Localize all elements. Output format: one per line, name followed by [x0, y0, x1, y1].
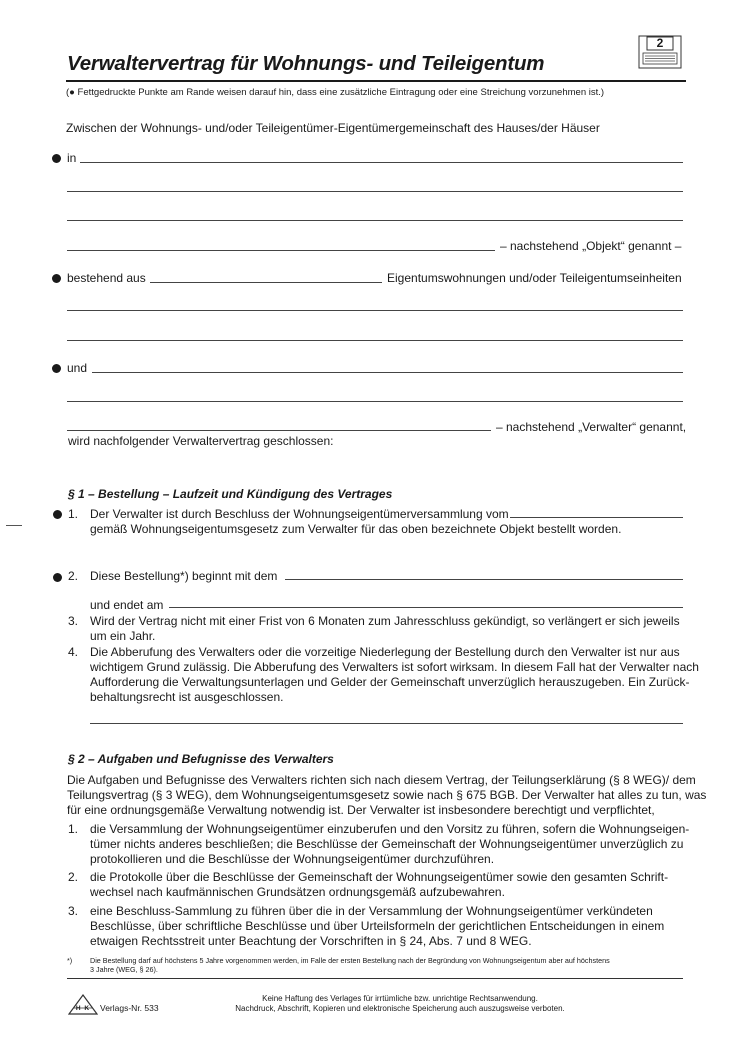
s1-item4-line3: Aufforderung die Verwaltungsunterlagen und Gelder der Gemeinschaft unverzüglich herauszugeben. Ein Zurück- [90, 675, 690, 689]
publisher-number: Verlags-Nr. 533 [100, 1003, 159, 1013]
footnote-line2: 3 Jahre (WEG, § 26). [90, 965, 158, 974]
publisher-logo [68, 994, 98, 1016]
intro-text: Zwischen der Wohnungs- und/oder Teileigentümer-Eigentümergemeinschaft des Hauses/der Häuser [66, 121, 600, 135]
page-number-box [638, 35, 682, 69]
label-bestehend: bestehend aus [67, 271, 146, 285]
s2-item2-line2: wechsel nach kaufmännischen Grundsätzen ordnungsgemäß aufzubewahren. [90, 885, 505, 899]
footnote-line1: Die Bestellung darf auf höchstens 5 Jahre vorgenommen werden, im Falle der ersten Bestellung nach der Begründung von Wohnungseigentum aber auf höchstens [90, 956, 610, 965]
footer-rule [67, 978, 683, 979]
section-2-heading: § 2 – Aufgaben und Befugnisse des Verwalters [68, 752, 334, 766]
fill-line-end-date[interactable] [169, 607, 683, 608]
document-title: Verwaltervertrag für Wohnungs- und Teileigentum [67, 52, 545, 75]
disclaimer-line2: Nachdruck, Abschrift, Kopieren und elektronische Speicherung auch auszugsweise verboten. [235, 1004, 565, 1013]
fill-marker-dot [53, 510, 62, 519]
fill-line-unit-count[interactable] [150, 282, 382, 283]
s1-item4-number: 4. [68, 645, 79, 659]
s2-item1-line3: protokollieren und die Beschlüsse der Wohnungseigentümer durchzuführen. [90, 852, 495, 866]
fill-line-start-date[interactable] [285, 579, 683, 580]
s2-item2-line1: die Protokolle über die Beschlüsse der Gemeinschaft der Wohnungseigentümer sowie den gesamten Schrift- [90, 870, 669, 884]
s1-item1-line2: gemäß Wohnungseigentumsgesetz zum Verwalter für das oben bezeichnete Objekt bestellt worden. [90, 522, 622, 536]
fill-line-administrator-2[interactable] [67, 401, 683, 402]
verwalter-suffix: – nachstehend „Verwalter“ genannt, [496, 420, 687, 434]
fill-line-location-3[interactable] [67, 220, 683, 221]
s2-item3-line1: eine Beschluss-Sammlung zu führen über die in der Versammlung der Wohnungseigentümer verkündeten [90, 904, 653, 918]
fill-line-additional-terms[interactable] [90, 723, 683, 724]
margin-fold-mark [6, 525, 22, 526]
fill-line-administrator[interactable] [92, 372, 683, 373]
publisher-logo-text: H K [75, 1005, 91, 1012]
fill-line-meeting-date[interactable] [510, 517, 683, 518]
fill-line-location-4[interactable] [67, 250, 495, 251]
fill-marker-dot [52, 154, 61, 163]
fill-marker-dot [52, 364, 61, 373]
s2-intro-line1: Die Aufgaben und Befugnisse des Verwalters richten sich nach diesem Vertrag, der Teilungserklärung (§ 8 WEG)/ dem [67, 773, 696, 787]
objekt-suffix: – nachstehend „Objekt“ genannt – [500, 239, 682, 253]
marker-note: (● Fettgedruckte Punkte am Rande weisen darauf hin, dass eine zusätzliche Eintragung oder eine Streichung vorzunehmen ist.) [66, 87, 605, 98]
disclaimer-line1: Keine Haftung des Verlages für irrtümliche bzw. unrichtige Rechtsanwendung. [262, 994, 538, 1003]
fill-line-location-2[interactable] [67, 191, 683, 192]
s1-item3-line1: Wird der Vertrag nicht mit einer Frist von 6 Monaten zum Jahresschluss gekündigt, so verlängert er sich jeweils [90, 614, 680, 628]
fill-marker-dot [53, 573, 62, 582]
label-und: und [67, 361, 88, 375]
s2-item3-line3: etwaigen Rechtsstreit unter Beachtung der Vorschriften in § 24, Abs. 7 und 8 WEG. [90, 934, 532, 948]
fill-line-units-3[interactable] [67, 340, 683, 341]
s1-item1-line1: Der Verwalter ist durch Beschluss der Wohnungseigentümerversammlung vom [90, 507, 509, 521]
footnote-mark: *) [67, 956, 73, 965]
s1-item4-line2: wichtigem Grund zulässig. Die Abberufung des Verwalters ist sofort wirksam. In diesem Fall hat der Verwalter nach [90, 660, 699, 674]
title-rule [66, 80, 686, 82]
s2-item1-line2: tümer nichts anderes beschließen; die Beschlüsse der Gemeinschaft der Wohnungseigentümer unverzüglich zu [90, 837, 684, 851]
page-number: 2 [656, 36, 664, 50]
label-in: in [67, 151, 77, 165]
s1-item3-line2: um ein Jahr. [90, 629, 156, 643]
s2-item1-line1: die Versammlung der Wohnungseigentümer einzuberufen und den Vorsitz zu führen, sofern die Wohnungseigen- [90, 822, 690, 836]
s1-item3-number: 3. [68, 614, 79, 628]
s2-intro-line3: für eine ordnungsgemäße Verwaltung notwendig ist. Der Verwalter ist insbesondere berechtigt und verpflichtet, [67, 803, 655, 817]
s1-item2-number: 2. [68, 569, 79, 583]
s2-item1-number: 1. [68, 822, 79, 836]
fill-line-location[interactable] [80, 162, 683, 163]
section-1-heading: § 1 – Bestellung – Laufzeit und Kündigung des Vertrages [68, 487, 393, 501]
s2-item3-number: 3. [68, 904, 79, 918]
s1-item2-line1: Diese Bestellung*) beginnt mit dem [90, 569, 278, 583]
s2-item3-line2: Beschlüsse, über schriftliche Beschlüsse und über Urteilsformeln der gerichtlichen Entscheidungen in einem [90, 919, 665, 933]
s1-item2-line2: und endet am [90, 598, 164, 612]
s1-item4-line1: Die Abberufung des Verwalters oder die vorzeitige Niederlegung der Bestellung durch den Verwalter ist nur aus [90, 645, 680, 659]
fill-marker-dot [52, 274, 61, 283]
s1-item4-line4: behaltungsrecht ist ausgeschlossen. [90, 690, 284, 704]
fill-line-administrator-3[interactable] [67, 430, 491, 431]
s2-item2-number: 2. [68, 870, 79, 884]
closing-text: wird nachfolgender Verwaltervertrag geschlossen: [68, 434, 334, 448]
bestehend-suffix: Eigentumswohnungen und/oder Teileigentumseinheiten [387, 271, 682, 285]
s2-intro-line2: Teilungsvertrag (§ 3 WEG), dem Wohnungseigentumsgesetz sowie nach § 675 BGB. Der Verwalter hat alles zu tun, was [67, 788, 707, 802]
fill-line-units-2[interactable] [67, 310, 683, 311]
s1-item1-number: 1. [68, 507, 79, 521]
